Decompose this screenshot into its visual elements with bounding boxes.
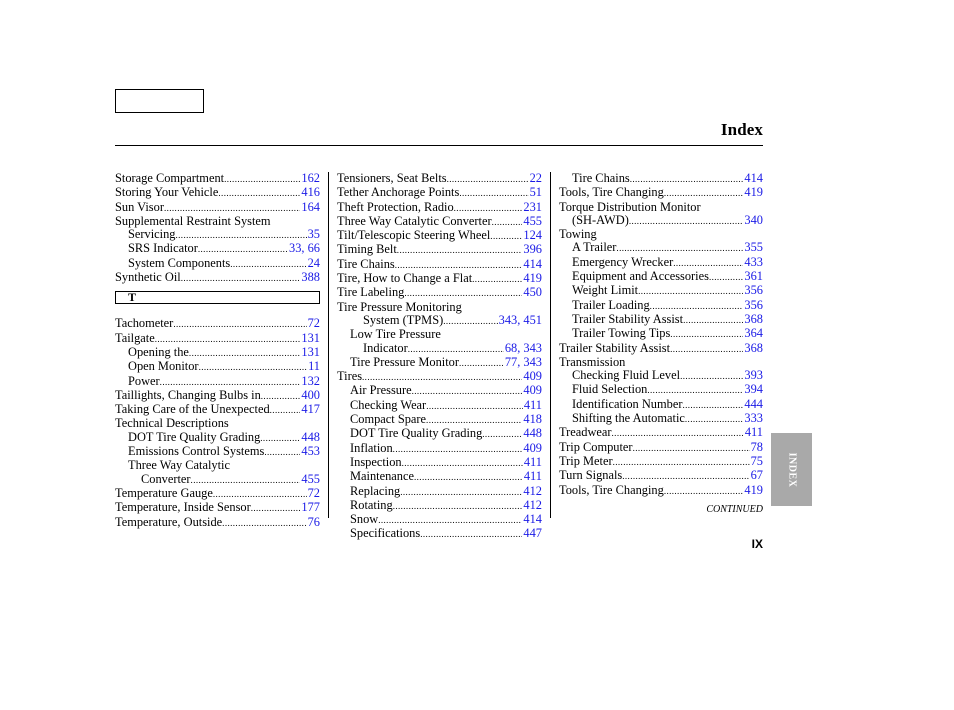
- index-term: System (TPMS): [363, 312, 444, 327]
- index-term: Weight Limit: [572, 283, 639, 298]
- dot-leader: [395, 259, 523, 272]
- index-entry: [115, 242, 320, 256]
- page-reference-link[interactable]: 35: [307, 227, 320, 242]
- index-entry: [115, 501, 320, 515]
- page-reference-link[interactable]: 419: [744, 482, 763, 497]
- dot-leader: [378, 514, 522, 527]
- dot-leader: [224, 173, 300, 186]
- index-term: Tire Pressure Monitor: [350, 354, 459, 369]
- index-term: Synthetic Oil: [115, 270, 181, 285]
- page-reference-link[interactable]: 414: [523, 512, 542, 527]
- index-entry: [337, 229, 542, 243]
- index-entry: [559, 186, 763, 200]
- index-term: Snow: [350, 512, 379, 527]
- index-entry: [115, 389, 320, 403]
- index-term: Tire Chains: [572, 171, 630, 185]
- index-column-3: [559, 172, 763, 498]
- dot-leader: [613, 456, 750, 469]
- index-term: Tether Anchorage Points: [337, 185, 460, 200]
- dot-leader: [630, 173, 744, 186]
- dot-leader: [393, 500, 523, 513]
- page-reference-link[interactable]: 364: [744, 326, 763, 341]
- index-entry: [115, 317, 320, 331]
- dot-leader: [443, 315, 497, 328]
- page-reference-link[interactable]: 355: [744, 240, 763, 255]
- dot-leader: [709, 271, 743, 284]
- page-reference-link[interactable]: 11: [308, 359, 320, 374]
- dot-leader: [616, 242, 743, 255]
- page-reference-link[interactable]: 67: [750, 468, 763, 483]
- dot-leader: [218, 187, 300, 200]
- index-term: Taking Care of the Unexpected: [115, 402, 270, 417]
- header-rule: [115, 145, 763, 146]
- page-reference-link[interactable]: 411: [744, 425, 763, 440]
- index-entry: [559, 270, 763, 284]
- index-entry: [559, 299, 763, 313]
- dot-leader: [155, 333, 301, 346]
- index-column-1: [115, 172, 320, 530]
- page-reference-link[interactable]: 131: [301, 330, 320, 345]
- index-term: Tailgate: [115, 330, 155, 345]
- index-term: Open Monitor: [128, 359, 199, 374]
- index-term: Trailer Towing Tips: [572, 326, 671, 341]
- index-term: Shifting the Automatic: [572, 411, 685, 426]
- index-term: Emissions Control Systems: [128, 444, 265, 459]
- index-term: Identification Number: [572, 396, 683, 411]
- dot-leader: [490, 230, 522, 243]
- index-entry: [337, 272, 542, 286]
- dot-leader: [189, 347, 300, 360]
- index-term: Torque Distribution Monitor: [559, 199, 701, 214]
- page-reference-link[interactable]: 76: [307, 514, 320, 529]
- dot-leader: [685, 413, 744, 426]
- dot-leader: [404, 287, 522, 300]
- dot-leader: [482, 428, 522, 441]
- index-entry: [337, 399, 542, 413]
- page-reference-link[interactable]: 411: [523, 397, 542, 412]
- index-group-heading: [337, 328, 542, 341]
- dot-leader: [622, 470, 749, 483]
- index-term: Theft Protection, Radio: [337, 199, 454, 214]
- dot-leader: [198, 243, 288, 256]
- index-entry: [115, 403, 320, 417]
- index-entry: [337, 258, 542, 272]
- dot-leader: [400, 486, 522, 499]
- index-term: Tools, Tire Changing: [559, 482, 664, 497]
- dot-leader: [260, 432, 300, 445]
- index-term: Specifications: [350, 526, 421, 541]
- index-term: Treadwear: [559, 425, 612, 440]
- index-entry: [337, 499, 542, 513]
- index-entry: [559, 369, 763, 383]
- page-reference-link[interactable]: 414: [744, 171, 763, 185]
- dot-leader: [176, 229, 307, 242]
- dot-leader: [664, 187, 744, 200]
- index-term: Compact Spare: [350, 412, 427, 427]
- dot-leader: [454, 202, 523, 215]
- index-entry: [337, 342, 542, 356]
- continued-note: CONTINUED: [706, 504, 763, 515]
- dot-leader: [393, 443, 523, 456]
- index-entry: [115, 375, 320, 389]
- index-term: Opening the: [128, 344, 189, 359]
- index-entry: [115, 431, 320, 445]
- index-term: Maintenance: [350, 469, 414, 484]
- dot-leader: [492, 216, 523, 229]
- dot-leader: [612, 427, 744, 440]
- index-group-heading: [115, 459, 320, 472]
- index-entry: [337, 215, 542, 229]
- page-reference-link[interactable]: 72: [307, 485, 320, 500]
- index-term: Indicator: [363, 340, 408, 355]
- dot-leader: [402, 457, 523, 470]
- index-entry: [337, 427, 542, 441]
- index-entry: [337, 314, 542, 328]
- page-reference-link[interactable]: 448: [523, 426, 542, 441]
- index-term: Tire Chains: [337, 256, 395, 271]
- index-term: Taillights, Changing Bulbs in: [115, 387, 261, 402]
- page-reference-link[interactable]: 68, 343: [504, 340, 542, 355]
- index-term: Servicing: [128, 227, 176, 242]
- dot-leader: [683, 314, 743, 327]
- dot-leader: [682, 399, 743, 412]
- page-reference-link[interactable]: 455: [523, 213, 542, 228]
- index-group-heading: [337, 301, 542, 314]
- index-term: Three Way Catalytic: [128, 458, 230, 473]
- index-term: Supplemental Restraint System: [115, 213, 271, 228]
- dot-leader: [412, 385, 523, 398]
- index-term: Tachometer: [115, 316, 174, 331]
- dot-leader: [638, 285, 743, 298]
- dot-leader: [414, 471, 523, 484]
- index-term: Three Way Catalytic Converter: [337, 213, 492, 228]
- index-term: Checking Fluid Level: [572, 368, 681, 383]
- page-reference-link[interactable]: 356: [744, 283, 763, 298]
- page-reference-link[interactable]: 393: [744, 368, 763, 383]
- dot-leader: [160, 376, 301, 389]
- page-reference-link[interactable]: 231: [523, 199, 542, 214]
- page-reference-link[interactable]: 455: [301, 471, 320, 486]
- index-term: Tires: [337, 369, 363, 384]
- dot-leader: [199, 361, 308, 374]
- index-term: Trailer Stability Assist: [559, 340, 671, 355]
- index-entry: [115, 487, 320, 501]
- index-entry: [115, 257, 320, 271]
- page-reference-link[interactable]: 361: [744, 269, 763, 284]
- dot-leader: [191, 474, 301, 487]
- index-term: DOT Tire Quality Grading: [128, 429, 261, 444]
- header-blank-box: [115, 89, 204, 113]
- index-term: Storing Your Vehicle: [115, 185, 219, 200]
- index-term: Sun Visor: [115, 199, 164, 214]
- page-reference-link[interactable]: 419: [744, 185, 763, 200]
- dot-leader: [362, 371, 522, 384]
- dot-leader: [647, 384, 743, 397]
- page-reference-link[interactable]: 164: [301, 199, 320, 214]
- index-term: Inflation: [350, 440, 393, 455]
- page-reference-link[interactable]: 411: [523, 454, 542, 469]
- index-term: Low Tire Pressure: [350, 327, 441, 342]
- index-term: Trailer Loading: [572, 297, 650, 312]
- index-term: Tensioners, Seat Belts: [337, 171, 447, 185]
- index-term: Temperature, Outside: [115, 514, 223, 529]
- dot-leader: [629, 215, 744, 228]
- index-entry: [559, 383, 763, 397]
- index-term: Air Pressure: [350, 383, 412, 398]
- index-term: Tools, Tire Changing: [559, 185, 664, 200]
- index-entry: [337, 470, 542, 484]
- page-reference-link[interactable]: 400: [301, 387, 320, 402]
- index-term: Trip Computer: [559, 439, 633, 454]
- index-entry: [115, 201, 320, 215]
- index-term: Tilt/Telescopic Steering Wheel: [337, 228, 491, 243]
- index-term: Replacing: [350, 483, 401, 498]
- index-entry: [337, 513, 542, 527]
- page-reference-link[interactable]: 414: [523, 256, 542, 271]
- dot-leader: [447, 173, 529, 186]
- dot-leader: [670, 343, 743, 356]
- page-reference-link[interactable]: 417: [301, 402, 320, 417]
- index-term: DOT Tire Quality Grading: [350, 426, 483, 441]
- page-reference-link[interactable]: 162: [301, 171, 320, 185]
- index-entry: [115, 271, 320, 285]
- page-reference-link[interactable]: 24: [307, 255, 320, 270]
- index-term: Converter: [141, 471, 191, 486]
- index-term: Timing Belt: [337, 242, 397, 257]
- index-term: A Trailer: [572, 240, 617, 255]
- page-reference-link[interactable]: 132: [301, 373, 320, 388]
- index-entry: [337, 201, 542, 215]
- index-entry: [337, 370, 542, 384]
- index-entry: [337, 413, 542, 427]
- dot-leader: [673, 257, 743, 270]
- index-entry: [337, 186, 542, 200]
- dot-leader: [420, 528, 522, 541]
- index-term: Transmission: [559, 354, 626, 369]
- index-entry: [559, 484, 763, 498]
- index-term: Tire Pressure Monitoring: [337, 299, 462, 314]
- dot-leader: [426, 400, 523, 413]
- page-reference-link[interactable]: 412: [523, 483, 542, 498]
- page-reference-link[interactable]: 450: [523, 285, 542, 300]
- index-term: Inspection: [350, 454, 402, 469]
- index-entry: [559, 214, 763, 228]
- column-divider: [328, 172, 329, 518]
- dot-leader: [670, 328, 743, 341]
- page-reference-link[interactable]: 75: [750, 453, 763, 468]
- index-entry: [559, 412, 763, 426]
- dot-leader: [222, 517, 306, 530]
- index-term: Tire Labeling: [337, 285, 405, 300]
- index-entry: [337, 442, 542, 456]
- dot-leader: [633, 442, 750, 455]
- dot-leader: [426, 414, 522, 427]
- page-reference-link[interactable]: 444: [744, 396, 763, 411]
- page-reference-link[interactable]: 368: [744, 311, 763, 326]
- index-entry: [115, 172, 320, 186]
- index-entry: [337, 356, 542, 370]
- page-reference-link[interactable]: 453: [301, 444, 320, 459]
- index-entry: [559, 426, 763, 440]
- page-number: IX: [751, 537, 763, 551]
- page-reference-link[interactable]: 22: [529, 171, 542, 185]
- index-group-heading: [559, 356, 763, 369]
- index-term: Equipment and Accessories: [572, 269, 709, 284]
- index-entry: [115, 332, 320, 346]
- index-term: Checking Wear: [350, 397, 427, 412]
- page-reference-link[interactable]: 131: [301, 344, 320, 359]
- page-title: Index: [720, 120, 763, 139]
- index-side-tab-label: INDEX: [786, 452, 797, 487]
- page-reference-link[interactable]: 51: [529, 185, 542, 200]
- page-reference-link[interactable]: 333: [744, 411, 763, 426]
- page-reference-link[interactable]: 447: [523, 526, 542, 541]
- index-entry: [115, 473, 320, 487]
- page-reference-link[interactable]: 411: [523, 469, 542, 484]
- page-reference-link[interactable]: 409: [523, 440, 542, 455]
- index-term: Power: [128, 373, 160, 388]
- dot-leader: [230, 258, 306, 271]
- dot-leader: [251, 502, 301, 515]
- index-group-heading: [559, 228, 763, 241]
- index-entry: [559, 256, 763, 270]
- index-term: Emergency Wrecker: [572, 254, 674, 269]
- index-entry: [559, 172, 763, 186]
- page-reference-link[interactable]: 340: [744, 212, 763, 227]
- dot-leader: [459, 187, 528, 200]
- dot-leader: [261, 390, 301, 403]
- index-term: Technical Descriptions: [115, 416, 229, 431]
- index-entry: [337, 243, 542, 257]
- page-reference-link[interactable]: 368: [744, 340, 763, 355]
- page-reference-link[interactable]: 124: [523, 228, 542, 243]
- dot-leader: [459, 357, 504, 370]
- page-reference-link[interactable]: 416: [301, 185, 320, 200]
- index-entry: [559, 284, 763, 298]
- index-entry: [337, 172, 542, 186]
- index-entry: [115, 445, 320, 459]
- page-reference-link[interactable]: 388: [301, 270, 320, 285]
- dot-leader: [173, 318, 306, 331]
- index-entry: [559, 469, 763, 483]
- dot-leader: [472, 273, 522, 286]
- dot-leader: [650, 300, 744, 313]
- index-entry: [115, 360, 320, 374]
- index-term: SRS Indicator: [128, 241, 198, 256]
- index-group-heading: [115, 417, 320, 430]
- index-entry: [559, 313, 763, 327]
- index-entry: [559, 342, 763, 356]
- index-term: Temperature, Inside Sensor: [115, 500, 251, 515]
- dot-leader: [397, 244, 523, 257]
- index-group-heading: [559, 201, 763, 214]
- page-reference-link[interactable]: 356: [744, 297, 763, 312]
- index-entry: [559, 455, 763, 469]
- index-entry: [559, 441, 763, 455]
- page-reference-link[interactable]: 72: [307, 316, 320, 331]
- page-reference-link[interactable]: 448: [301, 429, 320, 444]
- index-group-heading: [115, 215, 320, 228]
- index-entry: [337, 485, 542, 499]
- page-reference-link[interactable]: 412: [523, 497, 542, 512]
- dot-leader: [270, 404, 301, 417]
- page-reference-link[interactable]: 419: [523, 271, 542, 286]
- index-entry: [559, 327, 763, 341]
- page-reference-link[interactable]: 77, 343: [504, 354, 542, 369]
- dot-leader: [664, 485, 744, 498]
- index-term: Trip Meter: [559, 453, 613, 468]
- index-column-2: [337, 172, 542, 542]
- index-term: Towing: [559, 227, 597, 242]
- index-term: Fluid Selection: [572, 382, 648, 397]
- index-entry: [115, 186, 320, 200]
- index-entry: [559, 398, 763, 412]
- page-reference-link[interactable]: 409: [523, 369, 542, 384]
- index-side-tab[interactable]: [771, 433, 812, 506]
- letter-section-heading: T: [115, 291, 320, 304]
- index-term: (SH-AWD): [572, 212, 629, 227]
- page-reference-link[interactable]: 33, 66: [289, 241, 320, 256]
- index-entry: [337, 527, 542, 541]
- dot-leader: [164, 202, 300, 215]
- dot-leader: [680, 370, 743, 383]
- index-term: Turn Signals: [559, 468, 623, 483]
- index-term: Storage Compartment: [115, 171, 225, 185]
- index-entry: [337, 384, 542, 398]
- dot-leader: [181, 272, 301, 285]
- dot-leader: [213, 488, 307, 501]
- page-reference-link[interactable]: 343, 451: [498, 312, 542, 327]
- page-reference-link[interactable]: 396: [523, 242, 542, 257]
- dot-leader: [264, 446, 300, 459]
- index-entry: [115, 346, 320, 360]
- index-entry: [115, 516, 320, 530]
- index-term: System Components: [128, 255, 231, 270]
- index-entry: [337, 456, 542, 470]
- index-term: Temperature Gauge: [115, 485, 213, 500]
- column-divider: [550, 172, 551, 518]
- page-reference-link[interactable]: 433: [744, 254, 763, 269]
- index-term: Tire, How to Change a Flat: [337, 271, 473, 286]
- index-term: Trailer Stability Assist: [572, 311, 684, 326]
- page-reference-link[interactable]: 78: [750, 439, 763, 454]
- page-reference-link[interactable]: 177: [301, 500, 320, 515]
- page-reference-link[interactable]: 418: [523, 412, 542, 427]
- index-entry: [115, 228, 320, 242]
- index-term: Rotating: [350, 497, 393, 512]
- page-reference-link[interactable]: 394: [744, 382, 763, 397]
- dot-leader: [408, 343, 504, 356]
- page-reference-link[interactable]: 409: [523, 383, 542, 398]
- index-entry: [559, 241, 763, 255]
- index-entry: [337, 286, 542, 300]
